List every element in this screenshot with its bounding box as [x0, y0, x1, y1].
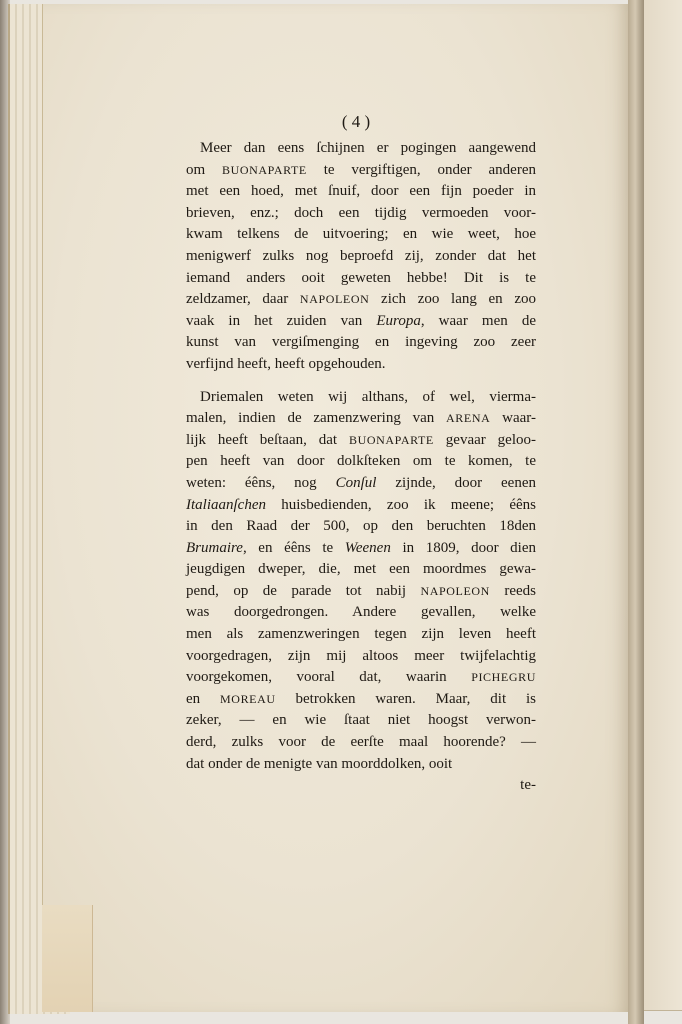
text-run: men als zamenzweringen tegen zijn leven heeft — [186, 626, 536, 643]
text-line — [186, 387, 536, 409]
text-run: menigwerf zulks nog beproefd zij, zonder dat het — [186, 247, 536, 264]
text-line — [186, 667, 536, 689]
paragraph — [186, 138, 536, 376]
text-run: zeker, — en wie ſtaat niet hoogst verwon- — [186, 712, 536, 729]
text-run: , en éêns te — [242, 539, 345, 556]
text-run: en — [186, 690, 221, 707]
text-run: voorgekomen, vooral dat, waarin — [186, 669, 472, 686]
text-run: huisbedienden, zoo ik meene; éêns — [265, 496, 536, 513]
body-text — [186, 138, 536, 775]
text-run: gevaar geloo- — [433, 431, 536, 448]
text-run: jeugdigen dweper, die, met een moordmes gewa- — [186, 561, 536, 578]
text-run: betrokken waren. Maar, dit is — [275, 690, 536, 707]
paragraph — [186, 387, 536, 776]
italic-term: Italiaanſchen — [186, 496, 266, 513]
text-run: reeds — [489, 582, 536, 599]
text-run: verfijnd heeft, heeft opgehouden. — [186, 355, 386, 372]
text-line — [186, 311, 536, 333]
text-run: in 1809, door dien — [390, 539, 536, 556]
text-line — [186, 224, 536, 246]
text-run: pend, op de parade tot nabij — [186, 582, 421, 599]
page-text-block — [186, 108, 536, 797]
italic-term: Europa — [376, 312, 421, 329]
text-run: om — [186, 161, 223, 178]
facing-page-edge — [644, 0, 682, 1011]
catchword: te- — [520, 777, 536, 794]
text-run: te vergiftigen, onder anderen — [306, 161, 536, 178]
text-line — [186, 538, 536, 560]
text-line — [186, 138, 536, 160]
text-line — [186, 754, 536, 776]
text-run: Meer dan eens ſchijnen er pogingen aangewend — [200, 140, 536, 156]
text-line — [186, 246, 536, 268]
text-line — [186, 689, 536, 711]
text-run: , waar men de — [420, 312, 536, 329]
text-line — [186, 473, 536, 495]
small-caps-name: BUONAPARTE — [349, 432, 434, 447]
small-caps-name: ARENA — [446, 411, 491, 426]
text-run: pen heeft van door dolkſteken om te komen, te — [186, 453, 536, 470]
text-run: in den Raad der 500, op den beruchten 18den — [186, 518, 536, 535]
text-line — [186, 268, 536, 290]
text-line — [186, 160, 536, 182]
italic-term: Brumaire — [186, 539, 243, 556]
text-line — [186, 354, 536, 376]
text-run: malen, indien de zamenzwering van — [186, 410, 447, 427]
italic-term: Weenen — [344, 539, 391, 556]
text-run: dat onder de menigte van moorddolken, ooit — [186, 755, 453, 772]
text-line — [186, 559, 536, 581]
text-line — [186, 732, 536, 754]
text-line — [186, 451, 536, 473]
text-run: vaak in het zuiden van — [186, 312, 377, 329]
show-through-ink — [150, 812, 410, 832]
text-run: zeldzamer, daar — [186, 291, 300, 308]
text-run: derd, zulks voor de eerſte maal hoorende? — — [186, 734, 536, 751]
text-run: zijnde, door eenen — [376, 474, 537, 491]
italic-term: Conſul — [335, 474, 377, 491]
text-line — [186, 710, 536, 732]
text-line — [186, 516, 536, 538]
text-line — [186, 495, 536, 517]
text-line — [186, 408, 536, 430]
text-line — [186, 624, 536, 646]
text-run: weten: éêns, nog — [186, 474, 336, 491]
text-run: met een hoed, met ſnuif, door een fijn poeder in — [186, 183, 536, 200]
text-run: lijk heeft beſtaan, dat — [186, 431, 350, 448]
text-line — [186, 181, 536, 203]
text-line — [186, 203, 536, 225]
text-run: voorgedragen, zijn mij altoos meer twijfelachtig — [186, 647, 536, 664]
text-run: was doorgedrongen. Andere gevallen, welke — [186, 604, 536, 621]
text-line — [186, 602, 536, 624]
text-run: waar- — [490, 410, 536, 427]
text-run: Driemalen weten wij althans, of wel, vierma- — [200, 388, 536, 405]
text-run: iemand anders ooit geweten hebbe! Dit is te — [186, 269, 536, 286]
small-caps-name: NAPOLEON — [420, 583, 490, 598]
page-number: ( 4 ) — [341, 112, 371, 131]
text-line — [186, 581, 536, 603]
text-run: kwam telkens de uitvoering; en wie weet, hoe — [186, 226, 536, 243]
text-line — [186, 646, 536, 668]
text-run: brieven, enz.; doch een tijdig vermoeden voor- — [186, 204, 536, 221]
small-caps-name: MOREAU — [220, 691, 276, 706]
small-caps-name: BUONAPARTE — [222, 162, 307, 177]
text-run: kunst van vergiſmenging en ingeving zoo zeer — [186, 334, 536, 351]
text-line — [186, 289, 536, 311]
worn-page-corner — [42, 905, 93, 1012]
text-run: zich zoo lang en zoo — [369, 291, 536, 308]
text-line — [186, 332, 536, 354]
book-gutter — [628, 0, 644, 1024]
small-caps-name: PICHEGRU — [471, 670, 536, 685]
small-caps-name: NAPOLEON — [299, 292, 370, 307]
text-line — [186, 430, 536, 452]
